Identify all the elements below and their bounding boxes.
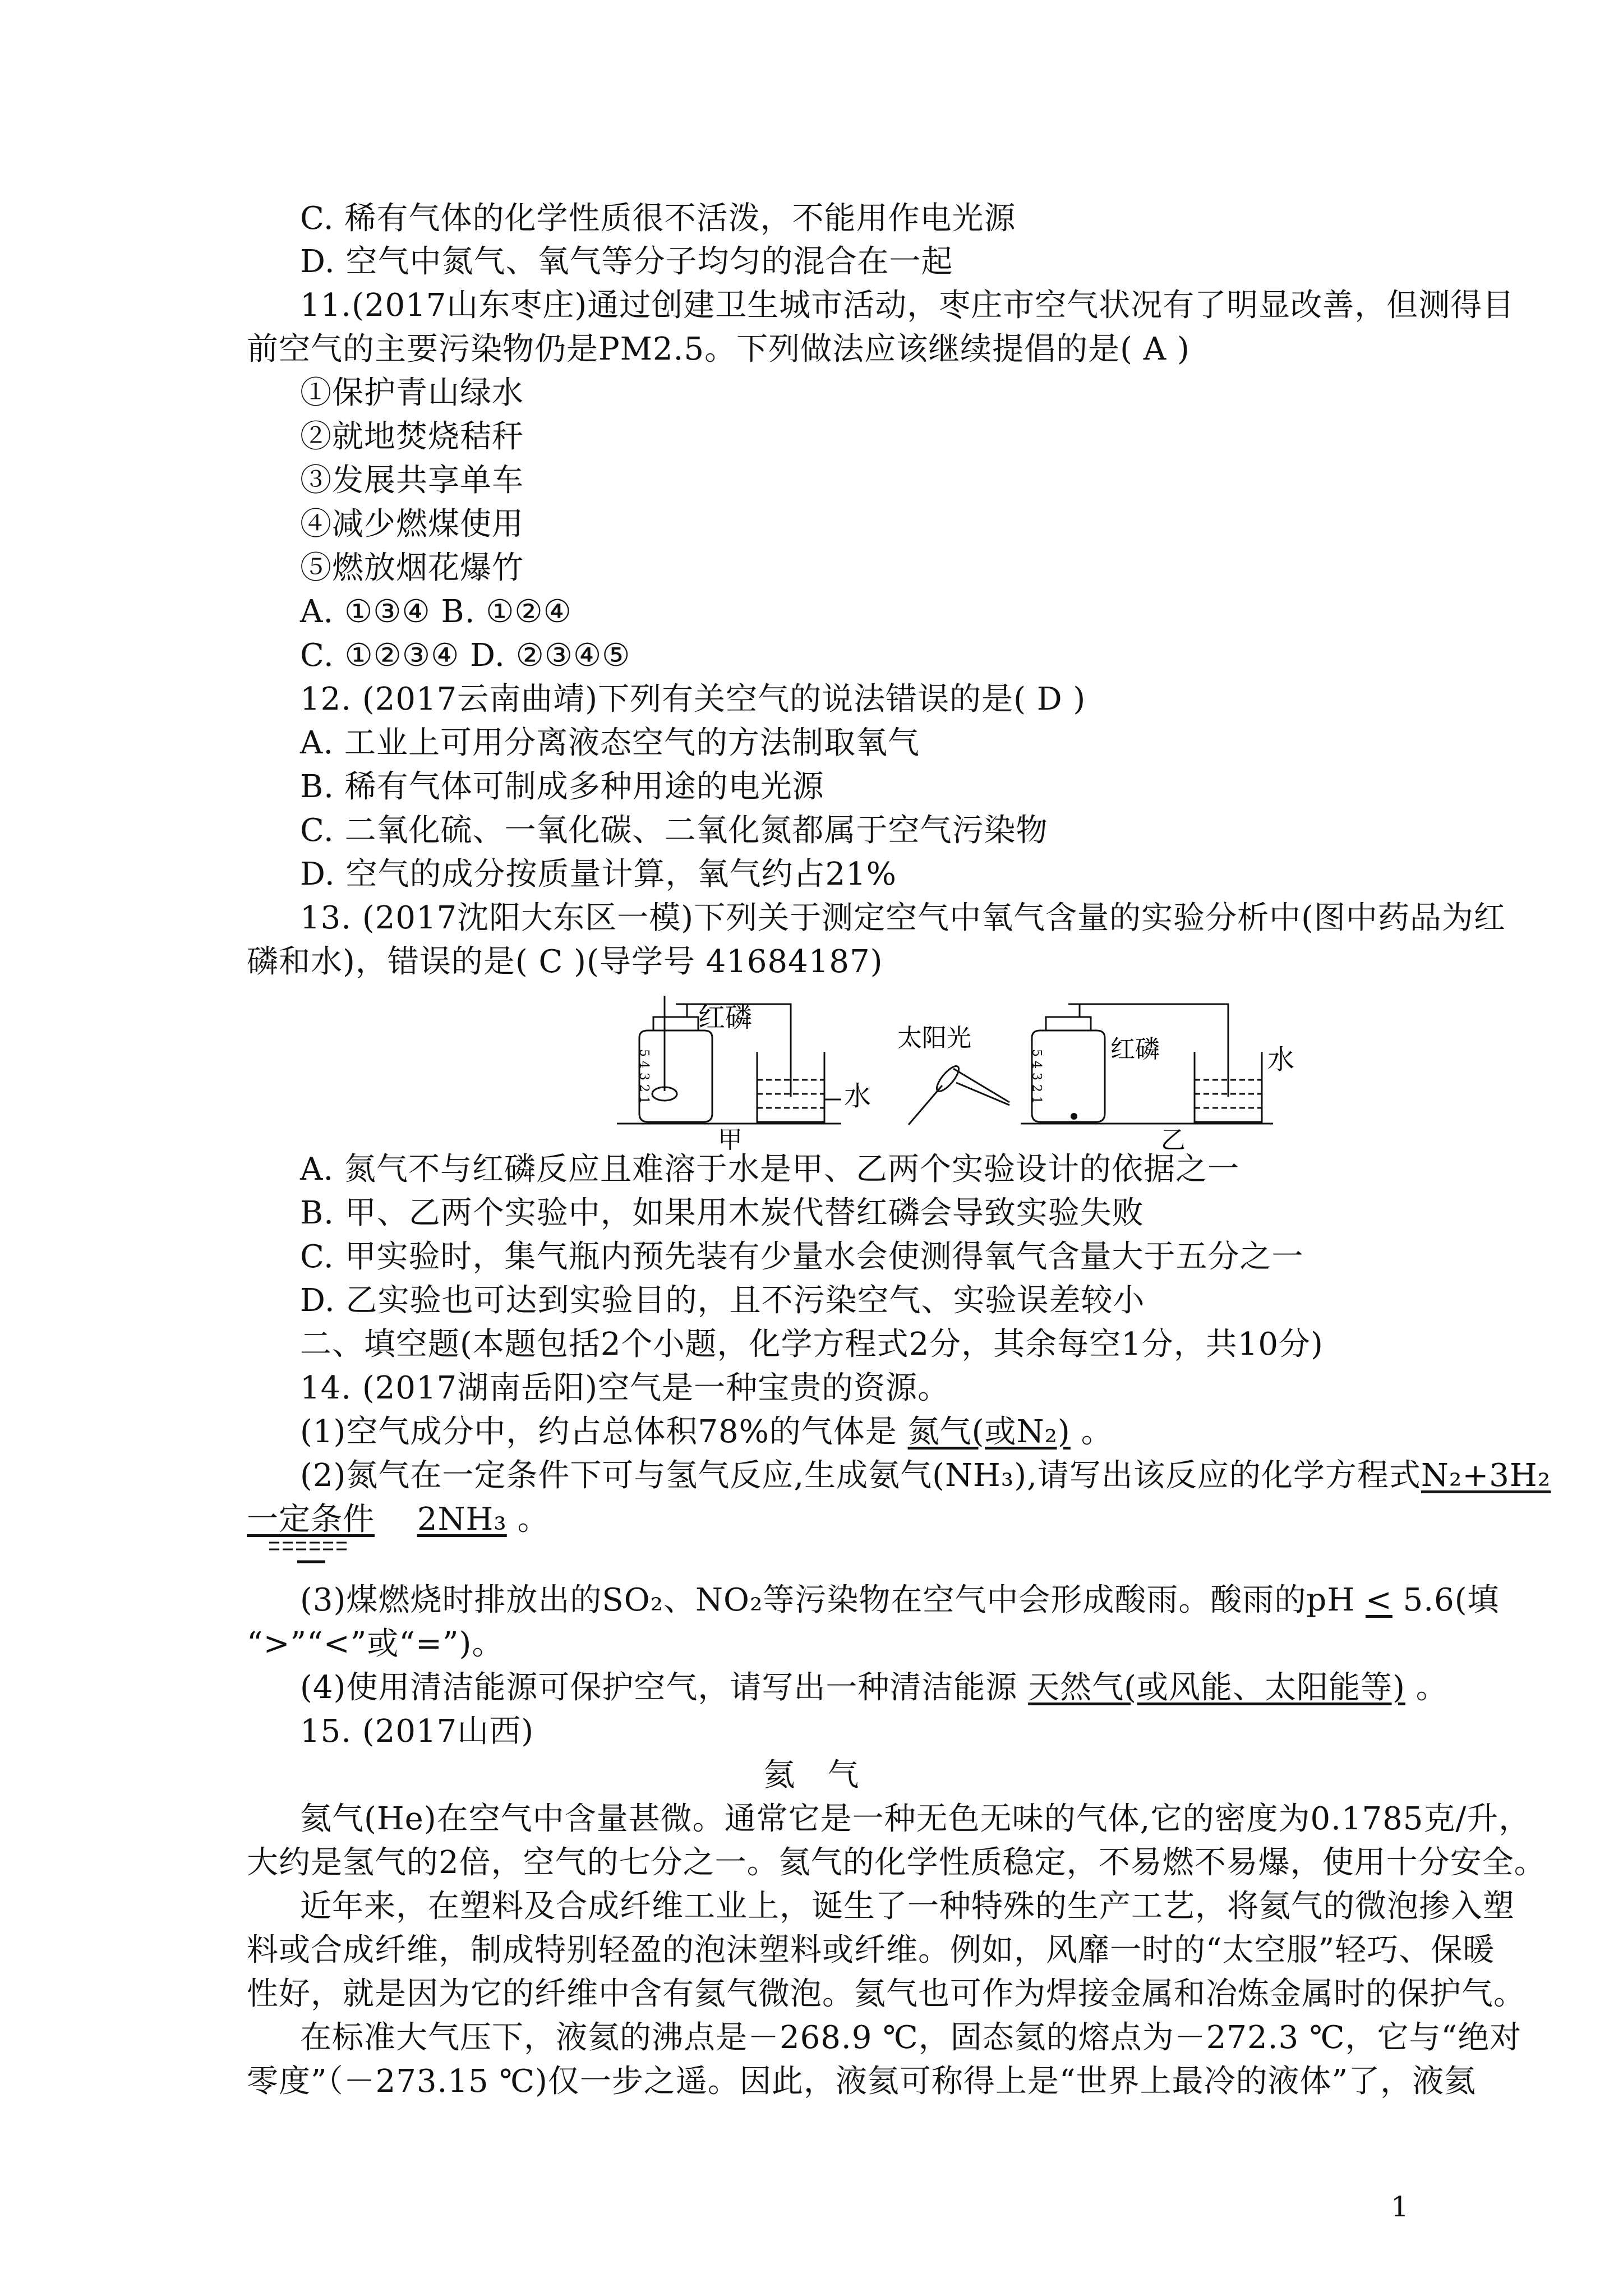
q10-option-d: D. 空气中氮气、氧气等分子均匀的混合在一起 bbox=[300, 243, 953, 280]
q14-part1 bbox=[300, 1412, 1113, 1452]
q14-part2-product: 2NH₃ bbox=[417, 1501, 507, 1538]
q14-part3-end: 5.6(填 bbox=[1403, 1582, 1500, 1618]
q11-item: ⑤燃放烟花爆竹 bbox=[300, 550, 524, 586]
q12-option-d: D. 空气的成分按质量计算，氧气约占21% bbox=[300, 856, 897, 892]
q10-option-c: C. 稀有气体的化学性质很不活泼，不能用作电光源 bbox=[300, 200, 1016, 237]
fig-label-yi: 乙 bbox=[1161, 1126, 1186, 1150]
q11-item: ①保护青山绿水 bbox=[300, 375, 524, 411]
q13-stem-line2: 磷和水)，错误的是( C )(导学号 41684187) bbox=[247, 944, 883, 980]
article-paragraph-line: 在标准大气压下，液氦的沸点是－268.9 ℃，固态氦的熔点为－272.3 ℃，它与“绝对 bbox=[300, 2019, 1522, 2056]
q14-part1-answer: 氮气(或N₂) bbox=[907, 1414, 1071, 1450]
q13-option-a: A. 氮气不与红磷反应且难溶于水是甲、乙两个实验设计的依据之一 bbox=[300, 1151, 1240, 1188]
q11-item: ④减少燃煤使用 bbox=[300, 506, 524, 542]
q11-stem-line1: 11.(2017山东枣庄)通过创建卫生城市活动，枣庄市空气状况有了明显改善，但测得目 bbox=[300, 287, 1515, 324]
q14-part4 bbox=[300, 1668, 1448, 1708]
q12-option-a: A. 工业上可用分离液态空气的方法制取氧气 bbox=[300, 725, 920, 761]
q14-part2-text: (2)氮气在一定条件下可与氢气反应,生成氨气(NH₃),请写出该反应的化学方程式 bbox=[300, 1457, 1421, 1494]
q11-options-cd: C. ①②③④ D. ②③④⑤ bbox=[300, 637, 631, 674]
article-paragraph-line: 大约是氢气的2倍，空气的七分之一。氦气的化学性质稳定，不易燃不易爆，使用十分安全。 bbox=[247, 1844, 1546, 1881]
q13-option-b: B. 甲、乙两个实验中，如果用木炭代替红磷会导致实验失败 bbox=[300, 1195, 1144, 1231]
fig-label-red-phosphorus: 红磷 bbox=[1110, 1035, 1160, 1064]
q12-stem: 12. (2017云南曲靖)下列有关空气的说法错误的是( D ) bbox=[300, 681, 1086, 717]
q14-part1-text: (1)空气成分中，约占总体积78%的气体是 bbox=[300, 1414, 897, 1450]
q13-option-c: C. 甲实验时，集气瓶内预先装有少量水会使测得氧气含量大于五分之一 bbox=[300, 1239, 1304, 1275]
q11-options-ab: A. ①③④ B. ①②④ bbox=[300, 593, 572, 630]
article-paragraph-line: 性好，就是因为它的纤维中含有氦气微泡。氦气也可作为焊接金属和冶炼金属时的保护气。 bbox=[247, 1976, 1525, 2012]
article-paragraph-line: 零度”（－273.15 ℃)仅一步之遥。因此，液氦可称得上是“世界上最冷的液体”了，液氦 bbox=[247, 2063, 1477, 2100]
fig-scale: 5 4 3 2 1 bbox=[637, 1049, 651, 1104]
q13-option-d: D. 乙实验也可达到实验目的，且不污染空气、实验误差较小 bbox=[300, 1282, 1145, 1319]
q14-part3-text: (3)煤燃烧时排放出的SO₂、NO₂等污染物在空气中会形成酸雨。酸雨的pH bbox=[300, 1582, 1355, 1618]
fig-label-water: 水 bbox=[844, 1080, 872, 1112]
q14-reaction-condition: 一定条件 bbox=[247, 1501, 375, 1538]
fig-label-sunlight: 太阳光 bbox=[897, 1024, 971, 1052]
equation-equals-sign bbox=[264, 1538, 353, 1566]
article-paragraph-line: 近年来，在塑料及合成纤维工业上，诞生了一种特殊的生产工艺，将氦气的微泡掺入塑 bbox=[300, 1888, 1515, 1925]
q14-part2-cont bbox=[247, 1500, 550, 1539]
apparatus-yi bbox=[1021, 1004, 1273, 1124]
article-title: 氦 气 bbox=[763, 1757, 860, 1793]
q14-part4-end: 。 bbox=[1415, 1669, 1448, 1706]
q11-item: ③发展共享单车 bbox=[300, 462, 524, 499]
q14-part2-end: 。 bbox=[517, 1501, 550, 1538]
q14-part3 bbox=[300, 1581, 1500, 1620]
fig-scale: 5 4 3 2 1 bbox=[1029, 1049, 1044, 1104]
q11-item: ②就地焚烧秸秆 bbox=[300, 418, 524, 455]
q11-stem-line2: 前空气的主要污染物仍是PM2.5。下列做法应该继续提倡的是( A ) bbox=[247, 331, 1190, 367]
section-heading: 二、填空题(本题包括2个小题，化学方程式2分，其余每空1分，共10分) bbox=[300, 1326, 1324, 1363]
q14-part3-cont: “>”“<”或“=”)。 bbox=[247, 1626, 504, 1662]
q15-stem: 15. (2017山西) bbox=[300, 1713, 534, 1750]
article-paragraph-line: 氦气(He)在空气中含量甚微。通常它是一种无色无味的气体,它的密度为0.1785克/升， bbox=[300, 1801, 1531, 1837]
q14-part4-answer: 天然气(或风能、太阳能等) bbox=[1028, 1669, 1405, 1706]
q12-option-b: B. 稀有气体可制成多种用途的电光源 bbox=[300, 769, 824, 805]
experiment-figure bbox=[606, 984, 1469, 1150]
page-number: 1 bbox=[1391, 2191, 1409, 2223]
q14-stem: 14. (2017湖南岳阳)空气是一种宝贵的资源。 bbox=[300, 1370, 950, 1406]
q14-part2-answer: N₂+3H₂ bbox=[1421, 1457, 1551, 1494]
q14-part2 bbox=[300, 1456, 1551, 1496]
q14-part3-answer: < bbox=[1365, 1582, 1393, 1618]
q14-part1-end: 。 bbox=[1081, 1414, 1113, 1450]
q13-stem-line1: 13. (2017沈阳大东区一模)下列关于测定空气中氧气含量的实验分析中(图中药品为红 bbox=[300, 900, 1506, 936]
fig-label-jia: 甲 bbox=[718, 1126, 743, 1150]
sunlight-lens bbox=[909, 1063, 1009, 1125]
q14-part4-text: (4)使用清洁能源可保护空气，请写出一种清洁能源 bbox=[300, 1669, 1018, 1706]
article-paragraph-line: 料或合成纤维，制成特别轻盈的泡沫塑料或纤维。例如，风靡一时的“太空服”轻巧、保暖 bbox=[247, 1932, 1495, 1968]
fig-label-red-phosphorus: 红磷 bbox=[698, 1002, 753, 1033]
q12-option-c: C. 二氧化硫、一氧化碳、二氧化氮都属于空气污染物 bbox=[300, 812, 1048, 849]
fig-label-water: 水 bbox=[1267, 1044, 1295, 1075]
